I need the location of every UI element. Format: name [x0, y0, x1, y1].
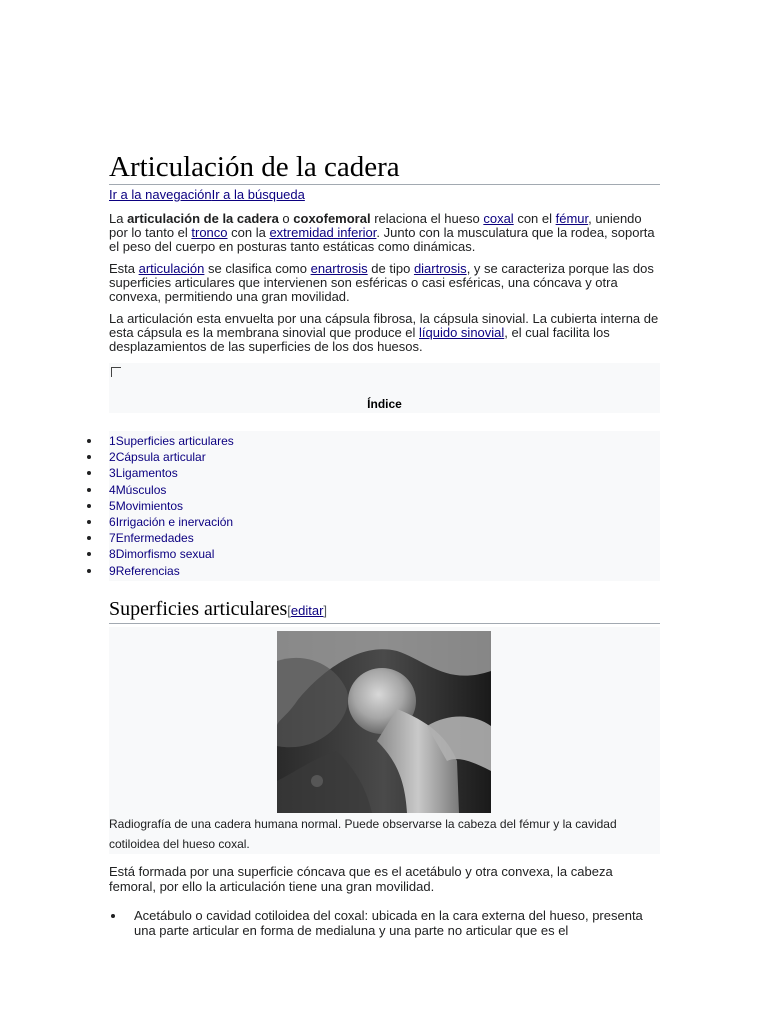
- toc-item[interactable]: [109, 546, 660, 562]
- edit-bracket-open: [: [287, 602, 291, 618]
- edit-link[interactable]: editar: [290, 602, 324, 618]
- toc-item[interactable]: [109, 449, 660, 465]
- section-heading: [109, 597, 660, 624]
- toc-item-label[interactable]: Cápsula articular: [115, 450, 206, 465]
- toc-item-number: 4: [109, 482, 116, 497]
- link-articulacion[interactable]: articulación: [138, 261, 205, 276]
- edit-section: [287, 603, 327, 618]
- toc-item-number: 8: [109, 547, 116, 562]
- hip-xray-image[interactable]: [277, 631, 491, 813]
- toc-item[interactable]: [109, 465, 660, 481]
- figure-radiograph: [109, 627, 660, 854]
- text: se clasifica como: [204, 261, 311, 276]
- toc-item-label[interactable]: Dimorfismo sexual: [115, 547, 215, 562]
- toc-item-number: 3: [109, 466, 116, 481]
- toc-toggle-icon[interactable]: [111, 367, 121, 377]
- toc-item-label[interactable]: Superficies articulares: [115, 434, 234, 448]
- toc-item-number: 1: [109, 434, 116, 448]
- toc-item[interactable]: [109, 514, 660, 530]
- text: La articulación esta envuelta por una cápsula fibrosa, la cápsula sinovial. La cubierta interna de esta cápsula es la membrana sinovial que produce el: [109, 311, 659, 340]
- toc-item-number: 7: [109, 531, 116, 546]
- list-item: Acetábulo o cavidad cotiloidea del coxal: ubicada en la cara externa del hueso, presenta una parte articular en forma de medialuna y una parte no articular que es el: [109, 908, 654, 938]
- edit-bracket-close: ]: [323, 602, 328, 618]
- article: [109, 150, 660, 938]
- link-extremidad-inferior[interactable]: extremidad inferior: [269, 225, 377, 240]
- text: Esta: [109, 261, 139, 276]
- link-diartrosis[interactable]: diartrosis: [413, 261, 467, 276]
- intro-paragraph-3: [109, 312, 660, 354]
- toc-item-number: 5: [109, 498, 116, 513]
- text: con la: [227, 225, 270, 240]
- text: , y se caracteriza porque las dos superficies articulares que intervienen son esféricas o casi esféricas, una cóncava y otra convexa, permitiendo una gran movilidad.: [109, 261, 654, 304]
- figure-caption: Radiografía de una cadera humana normal. Puede observarse la cabeza del fémur y la cavidad cotiloidea del hueso coxal.: [109, 816, 617, 851]
- toc-item-label[interactable]: Referencias: [115, 563, 180, 578]
- toc-list: [109, 431, 660, 581]
- text: , el cual facilita los desplazamientos de las superficies de los dos huesos.: [109, 325, 610, 354]
- text: o: [278, 211, 294, 226]
- text: de tipo: [367, 261, 414, 276]
- toc-item[interactable]: [109, 530, 660, 546]
- surface-list: [109, 908, 660, 938]
- link-enartrosis[interactable]: enartrosis: [310, 261, 368, 276]
- text: . Junto con la musculatura que la rodea, soporta el peso del cuerpo en posturas tanto estáticas como dinámicas.: [109, 225, 655, 254]
- toc-item[interactable]: [109, 482, 660, 498]
- xray-drawing: [277, 631, 491, 813]
- skip-nav-link[interactable]: Ir a la navegación: [109, 187, 212, 202]
- toc-item[interactable]: [109, 433, 660, 449]
- page-title: Articulación de la cadera: [109, 150, 660, 185]
- link-tronco[interactable]: tronco: [191, 225, 228, 240]
- toc-item-number: 9: [109, 563, 116, 578]
- text: , uniendo por lo tanto el: [109, 211, 642, 240]
- toc-item-label[interactable]: Ligamentos: [115, 466, 178, 481]
- intro-paragraph-2: [109, 262, 660, 304]
- text: La: [109, 211, 128, 226]
- toc-item[interactable]: [109, 498, 660, 514]
- skip-search-link[interactable]: Ir a la búsqueda: [211, 187, 305, 202]
- toc-item-label[interactable]: Enfermedades: [115, 531, 194, 546]
- intro-paragraph-1: [109, 212, 660, 254]
- section-title: Superficies articulares: [109, 597, 288, 620]
- toc-header: [109, 363, 660, 413]
- section-paragraph: Está formada por una superficie cóncava que es el acetábulo y otra convexa, la cabeza femoral, por ello la articulación tiene una gran movilidad.: [109, 863, 613, 894]
- toc-item-label[interactable]: Irrigación e inervación: [115, 515, 234, 530]
- link-liquido-sinovial[interactable]: líquido sinovial: [419, 325, 505, 340]
- toc-item-label[interactable]: Músculos: [115, 482, 167, 497]
- toc-title: Índice: [367, 397, 402, 411]
- text: relaciona el hueso: [370, 211, 484, 226]
- toc-item[interactable]: [109, 563, 660, 579]
- bold-term-coxofemoral: coxofemoral: [293, 211, 371, 226]
- link-femur[interactable]: fémur: [555, 211, 589, 226]
- text: con el: [513, 211, 556, 226]
- toc-item-number: 6: [109, 515, 116, 530]
- skip-links: [109, 186, 660, 204]
- bold-term-articulacion: articulación de la cadera: [127, 211, 279, 226]
- toc-item-number: 2: [109, 450, 116, 465]
- toc-item-label[interactable]: Movimientos: [115, 498, 184, 513]
- link-coxal[interactable]: coxal: [483, 211, 514, 226]
